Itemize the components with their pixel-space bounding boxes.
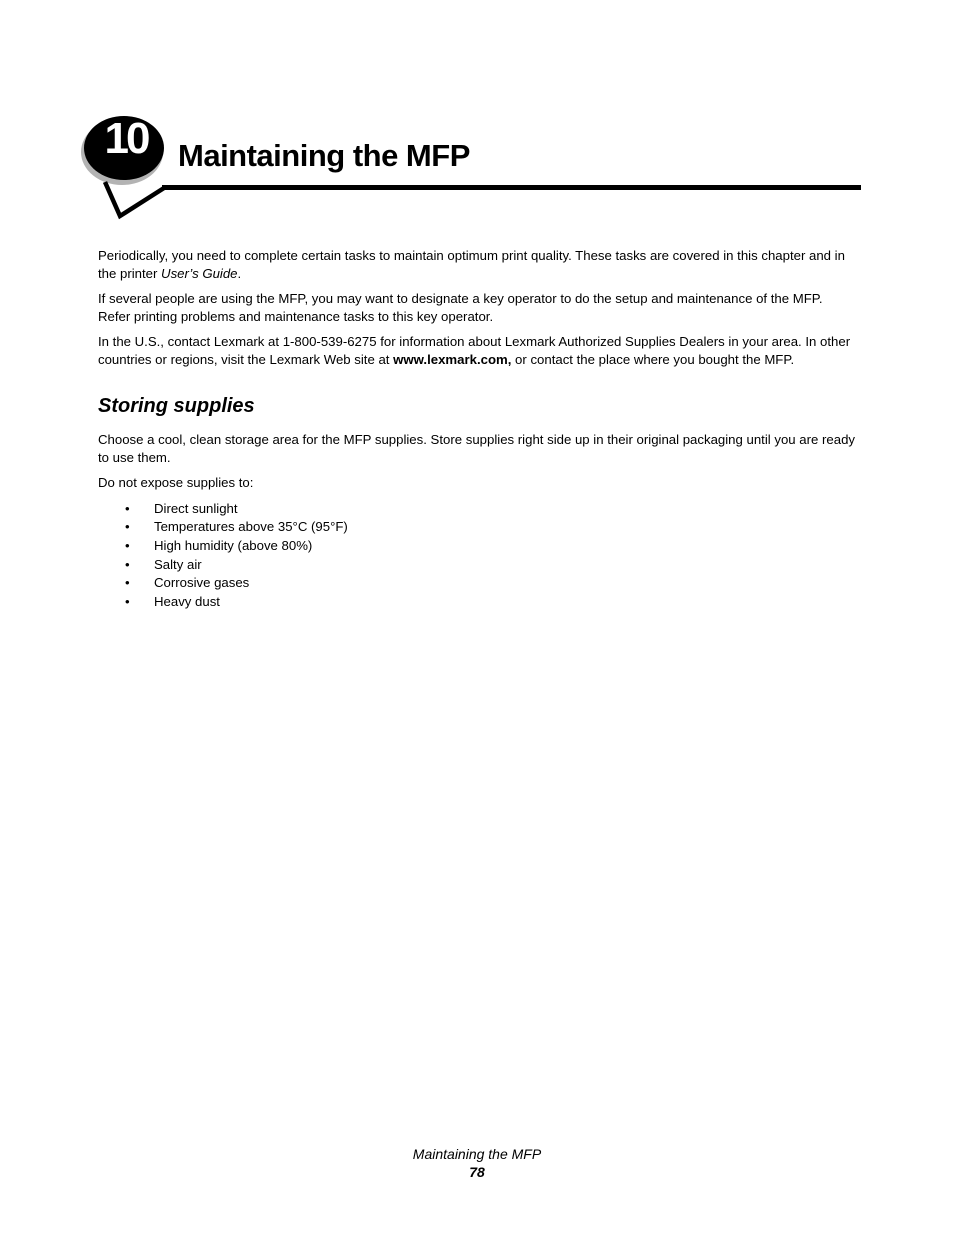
footer-title: Maintaining the MFP	[412, 1146, 542, 1162]
page-number: 78	[469, 1164, 485, 1180]
page-footer	[0, 1145, 954, 1181]
users-guide-reference: User’s Guide	[161, 265, 238, 281]
intro-paragraph-1: Periodically, you need to complete certain tasks to maintain optimum print quality. These tasks are covered in this chapter and in the printer User’s Guide.	[98, 248, 845, 281]
list-item: • Corrosive gases	[98, 574, 858, 593]
title-rule	[162, 185, 861, 190]
bullet-icon: •	[125, 519, 130, 535]
section-heading-storing-supplies: Storing supplies	[98, 395, 255, 417]
bullet-icon: •	[125, 594, 130, 610]
intro-paragraph-3: In the U.S., contact Lexmark at 1-800-539-6275 for information about Lexmark Authorized Supplies Dealers in your area. In other countries or regions, visit the Lexmark Web site at www.lexmark.com, or contact the place where you bought the MFP.	[98, 334, 851, 367]
storing-paragraph-2: Do not expose supplies to:	[98, 475, 254, 490]
list-item: • Direct sunlight	[98, 500, 858, 519]
list-item: • Salty air	[98, 556, 858, 575]
storing-paragraph-1: Choose a cool, clean storage area for the MFP supplies. Store supplies right side up in their original packaging until you are ready to use them.	[98, 432, 856, 465]
exposure-list	[98, 500, 858, 612]
list-item: • High humidity (above 80%)	[98, 537, 858, 556]
chapter-title: Maintaining the MFP	[178, 138, 470, 173]
bullet-icon: •	[125, 500, 130, 516]
bullet-icon: •	[125, 575, 130, 591]
main-content	[98, 247, 858, 612]
bullet-icon: •	[125, 556, 130, 572]
chapter-number: 10	[104, 114, 148, 163]
lexmark-website: www.lexmark.com,	[393, 351, 512, 367]
intro-paragraph-2: If several people are using the MFP, you may want to designate a key operator to do the setup and maintenance of the MFP. Refer printing problems and maintenance tasks to this key operator.	[98, 291, 823, 324]
list-item: • Temperatures above 35°C (95°F)	[98, 518, 858, 537]
bullet-icon: •	[125, 537, 130, 553]
list-item: • Heavy dust	[98, 593, 858, 612]
